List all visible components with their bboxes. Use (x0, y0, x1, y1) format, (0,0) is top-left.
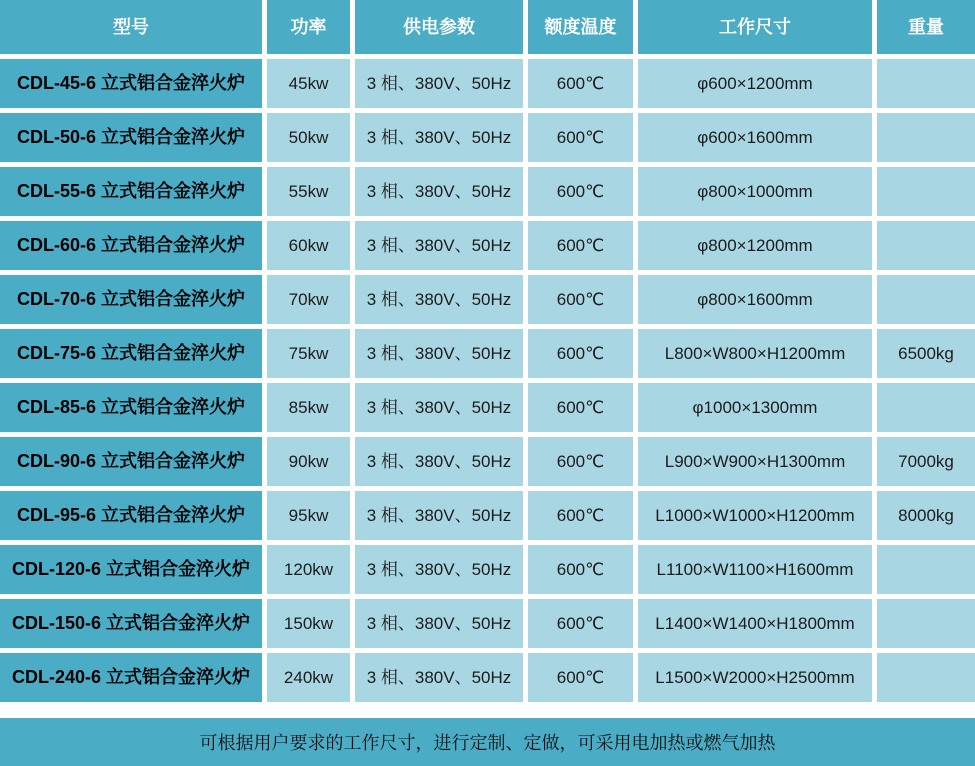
table-cell-weight (877, 59, 975, 108)
table-cell-size: φ600×1600mm (638, 113, 872, 162)
table-cell-weight (877, 599, 975, 648)
table-cell-weight (877, 383, 975, 432)
table-cell-temp: 600℃ (528, 491, 633, 540)
table-cell-size: L1400×W1400×H1800mm (638, 599, 872, 648)
table-cell-temp: 600℃ (528, 653, 633, 702)
table-cell-power: 95kw (267, 491, 350, 540)
table-cell-model: CDL-150-6 立式铝合金淬火炉 (0, 599, 262, 648)
table-cell-model: CDL-50-6 立式铝合金淬火炉 (0, 113, 262, 162)
table-cell-size: L1100×W1100×H1600mm (638, 545, 872, 594)
table-cell-model: CDL-70-6 立式铝合金淬火炉 (0, 275, 262, 324)
table-cell-weight: 7000kg (877, 437, 975, 486)
footer-note: 可根据用户要求的工作尺寸，进行定制、定做，可采用电加热或燃气加热 (0, 718, 975, 766)
table-cell-supply: 3 相、380V、50Hz (355, 437, 523, 486)
table-cell-size: φ800×1200mm (638, 221, 872, 270)
table-cell-temp: 600℃ (528, 383, 633, 432)
table-cell-size: L1000×W1000×H1200mm (638, 491, 872, 540)
table-cell-model: CDL-60-6 立式铝合金淬火炉 (0, 221, 262, 270)
table-cell-power: 75kw (267, 329, 350, 378)
table-cell-supply: 3 相、380V、50Hz (355, 167, 523, 216)
table-cell-size: φ1000×1300mm (638, 383, 872, 432)
table-cell-size: L1500×W2000×H2500mm (638, 653, 872, 702)
table-cell-weight (877, 653, 975, 702)
table-cell-power: 70kw (267, 275, 350, 324)
table-cell-temp: 600℃ (528, 113, 633, 162)
table-cell-supply: 3 相、380V、50Hz (355, 545, 523, 594)
table-cell-weight (877, 545, 975, 594)
table-cell-size: φ800×1000mm (638, 167, 872, 216)
table-cell-weight: 6500kg (877, 329, 975, 378)
column-header-supply: 供电参数 (355, 0, 523, 54)
column-header-work-size: 工作尺寸 (638, 0, 872, 54)
table-cell-power: 45kw (267, 59, 350, 108)
table-cell-model: CDL-75-6 立式铝合金淬火炉 (0, 329, 262, 378)
table-cell-weight (877, 221, 975, 270)
table-cell-size: φ800×1600mm (638, 275, 872, 324)
table-cell-size: φ600×1200mm (638, 59, 872, 108)
table-cell-temp: 600℃ (528, 329, 633, 378)
table-cell-power: 150kw (267, 599, 350, 648)
table-cell-model: CDL-95-6 立式铝合金淬火炉 (0, 491, 262, 540)
table-cell-model: CDL-120-6 立式铝合金淬火炉 (0, 545, 262, 594)
table-cell-temp: 600℃ (528, 221, 633, 270)
table-cell-power: 120kw (267, 545, 350, 594)
table-cell-supply: 3 相、380V、50Hz (355, 653, 523, 702)
column-header-power: 功率 (267, 0, 350, 54)
table-cell-power: 240kw (267, 653, 350, 702)
table-cell-supply: 3 相、380V、50Hz (355, 59, 523, 108)
table-cell-temp: 600℃ (528, 275, 633, 324)
table-cell-temp: 600℃ (528, 599, 633, 648)
column-header-temperature: 额度温度 (528, 0, 633, 54)
table-cell-temp: 600℃ (528, 59, 633, 108)
table-cell-power: 55kw (267, 167, 350, 216)
table-cell-power: 85kw (267, 383, 350, 432)
table-cell-weight (877, 113, 975, 162)
table-cell-model: CDL-45-6 立式铝合金淬火炉 (0, 59, 262, 108)
table-cell-power: 60kw (267, 221, 350, 270)
column-header-weight: 重量 (877, 0, 975, 54)
table-cell-supply: 3 相、380V、50Hz (355, 383, 523, 432)
table-cell-weight (877, 167, 975, 216)
table-cell-model: CDL-55-6 立式铝合金淬火炉 (0, 167, 262, 216)
table-cell-supply: 3 相、380V、50Hz (355, 329, 523, 378)
table-cell-weight: 8000kg (877, 491, 975, 540)
table-cell-supply: 3 相、380V、50Hz (355, 275, 523, 324)
table-cell-size: L800×W800×H1200mm (638, 329, 872, 378)
table-cell-supply: 3 相、380V、50Hz (355, 221, 523, 270)
table-cell-power: 50kw (267, 113, 350, 162)
table-cell-model: CDL-90-6 立式铝合金淬火炉 (0, 437, 262, 486)
table-cell-model: CDL-240-6 立式铝合金淬火炉 (0, 653, 262, 702)
table-cell-power: 90kw (267, 437, 350, 486)
table-cell-size: L900×W900×H1300mm (638, 437, 872, 486)
table-cell-temp: 600℃ (528, 545, 633, 594)
table-cell-supply: 3 相、380V、50Hz (355, 491, 523, 540)
table-cell-weight (877, 275, 975, 324)
table-cell-temp: 600℃ (528, 167, 633, 216)
table-cell-temp: 600℃ (528, 437, 633, 486)
table-cell-model: CDL-85-6 立式铝合金淬火炉 (0, 383, 262, 432)
table-cell-supply: 3 相、380V、50Hz (355, 113, 523, 162)
column-header-model: 型号 (0, 0, 262, 54)
table-cell-supply: 3 相、380V、50Hz (355, 599, 523, 648)
